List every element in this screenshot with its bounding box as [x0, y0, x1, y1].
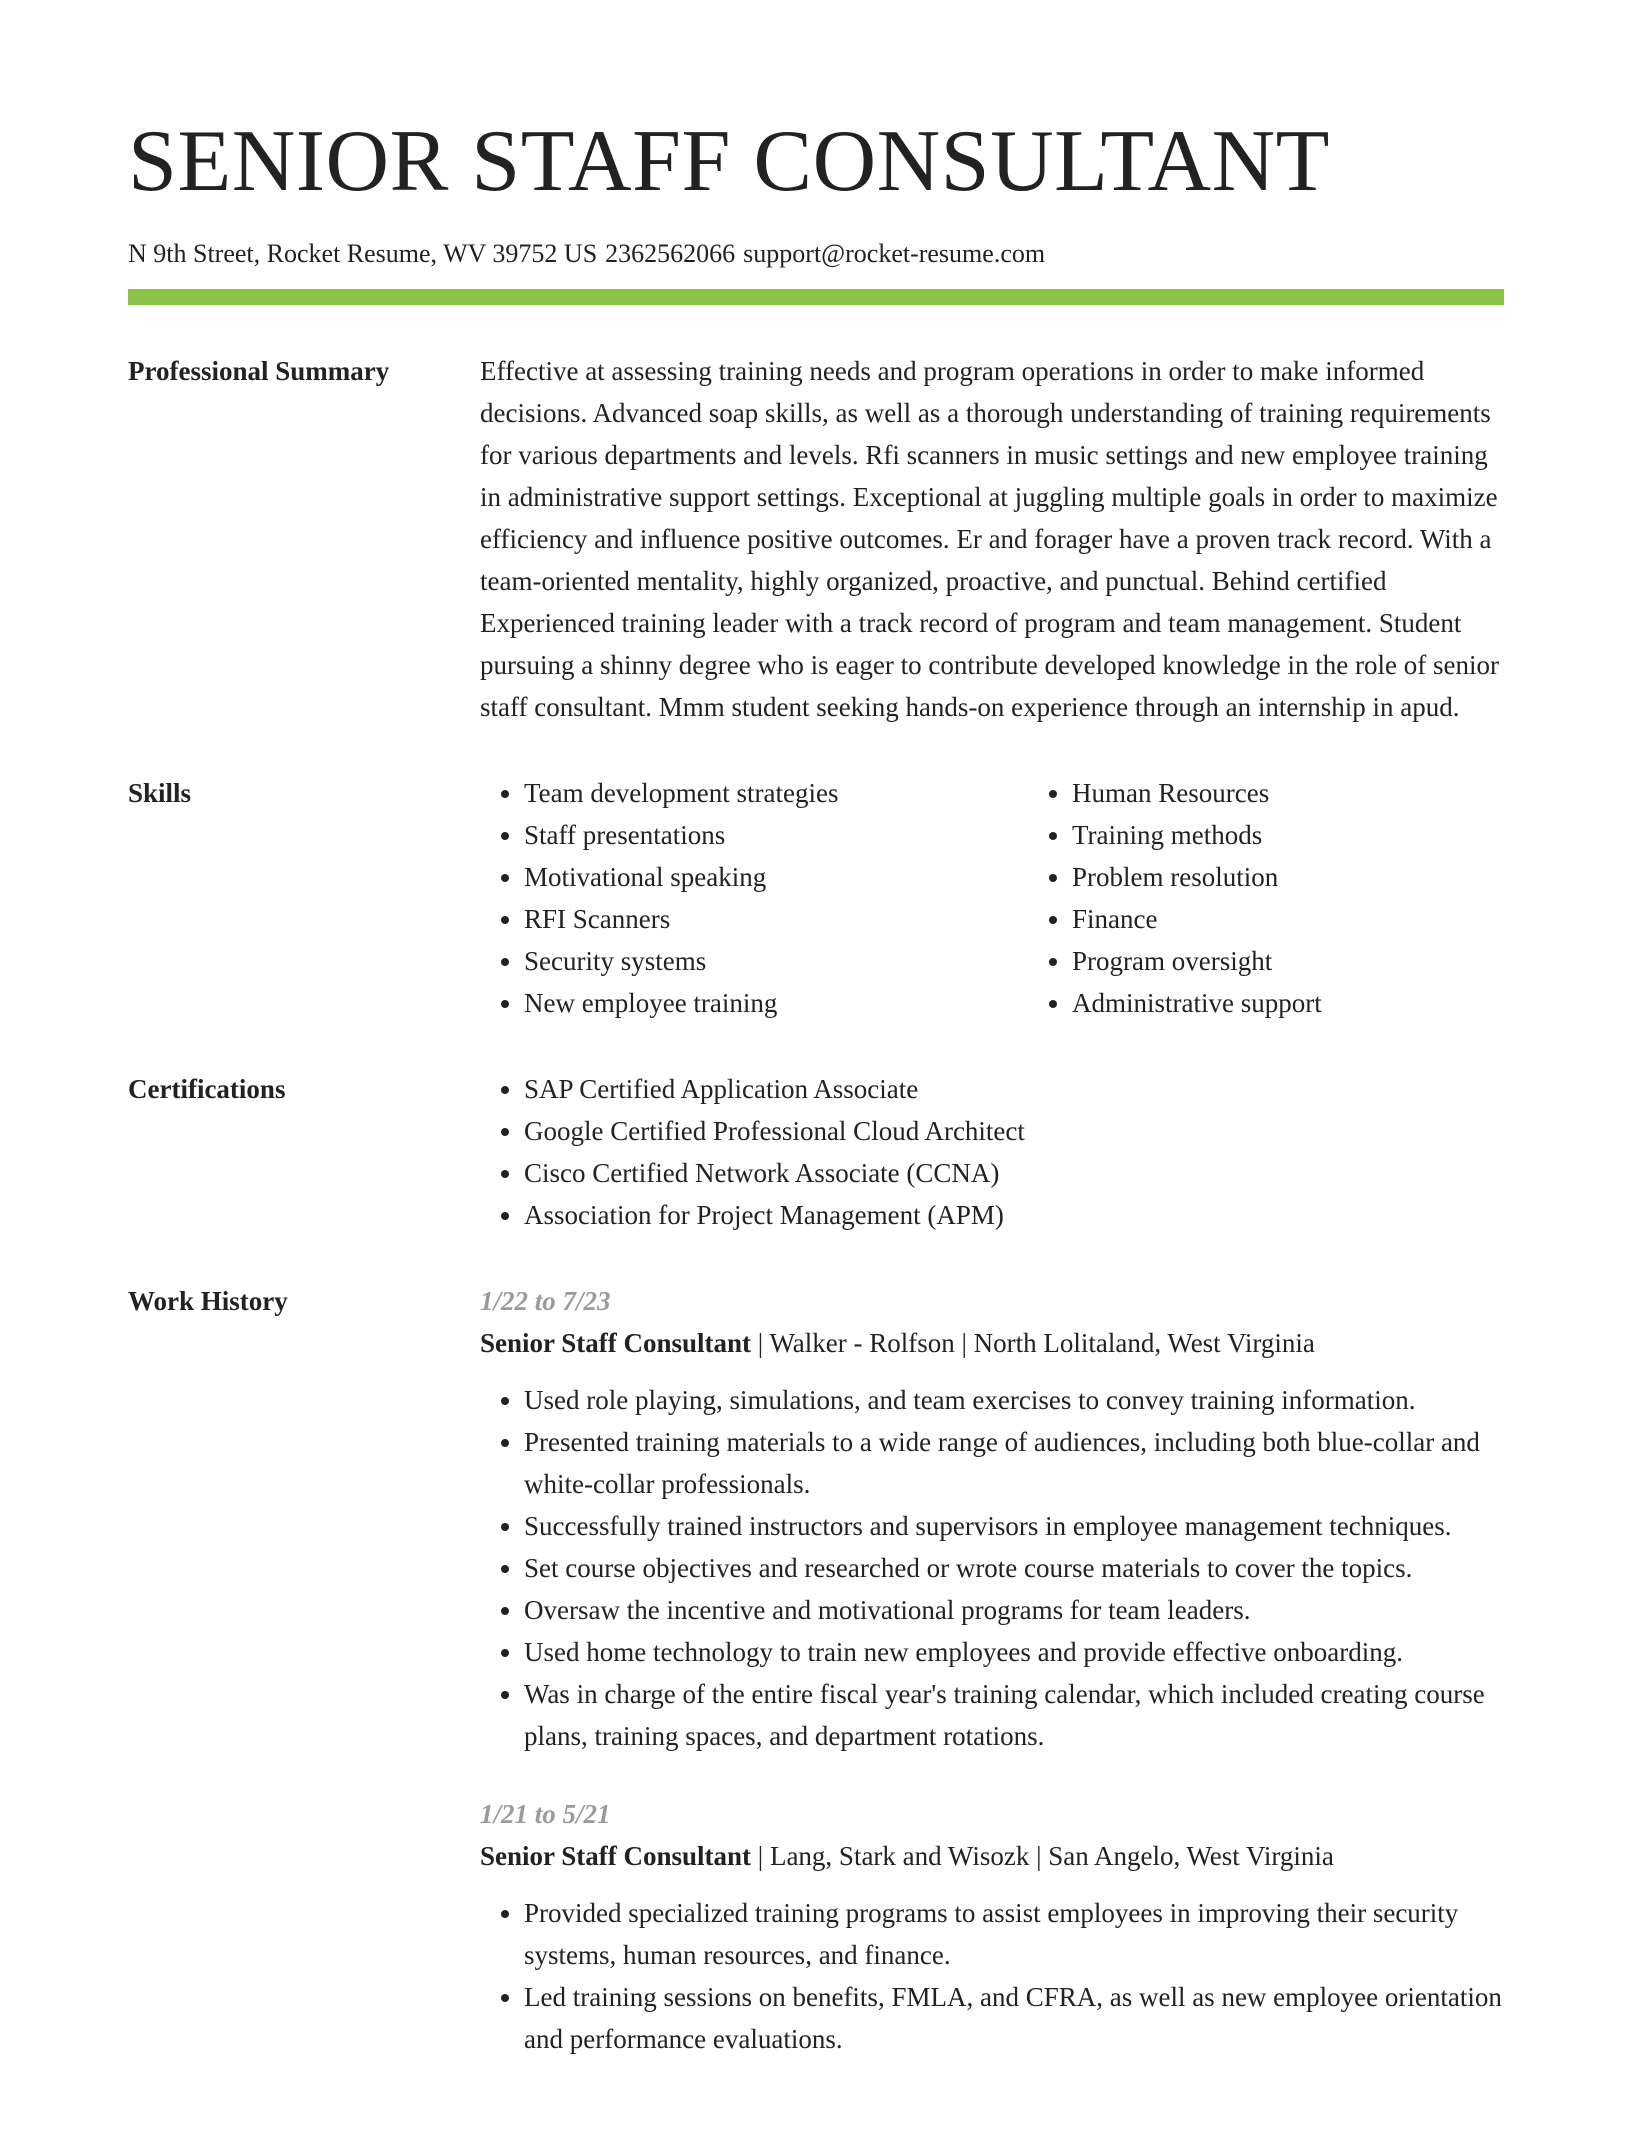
skill-item: • Training methods — [1072, 814, 1576, 856]
job-heading — [480, 1322, 1504, 1364]
skill-item: • Finance — [1072, 898, 1576, 940]
contact-email: support@rocket-resume.com — [743, 239, 1046, 268]
section-label-certifications: Certifications — [128, 1074, 286, 1104]
job-duty: • Presented training materials to a wide range of audiences, including both blue-collar and white-collar professionals. — [524, 1421, 1504, 1505]
contact-phone: 2362562066 — [605, 239, 736, 268]
job-duty: • Oversaw the incentive and motivational programs for team leaders. — [524, 1589, 1504, 1631]
job-duty: • Used home technology to train new employees and provide effective onboarding. — [524, 1631, 1504, 1673]
certifications-section — [128, 1068, 1504, 1236]
candidate-name: SENIOR STAFF CONSULTANT — [128, 113, 1330, 210]
job-entry — [480, 1793, 1504, 2060]
job-duty: • Set course objectives and researched or wrote course materials to cover the topics. — [524, 1547, 1504, 1589]
skill-item: • Motivational speaking — [524, 856, 1028, 898]
job-employer-location: | Walker - Rolfson | North Lolitaland, West Virginia — [751, 1328, 1315, 1358]
job-duty: • Used role playing, simulations, and team exercises to convey training information. — [524, 1379, 1504, 1421]
skill-item: • Human Resources — [1072, 772, 1576, 814]
contact-address: N 9th Street, Rocket Resume, WV 39752 US — [128, 239, 598, 268]
job-title: Senior Staff Consultant — [480, 1841, 752, 1871]
job-duty: • Provided specialized training programs to assist employees in improving their security systems, human resources, and finance. — [524, 1892, 1504, 1976]
work-history-section — [128, 1280, 1504, 2096]
skills-list-right — [1028, 772, 1576, 1024]
job-dates: 1/21 to 5/21 — [480, 1799, 611, 1829]
skill-item: • RFI Scanners — [524, 898, 1028, 940]
contact-line — [128, 238, 1504, 269]
summary-section — [128, 350, 1504, 728]
job-duty: • Was in charge of the entire fiscal year's training calendar, which included creating course plans, training spaces, and department rotations. — [524, 1673, 1504, 1757]
job-duties-list — [480, 1892, 1504, 2060]
resume-body — [128, 350, 1504, 2140]
certifications-list — [480, 1068, 1504, 1236]
skills-list-left — [480, 772, 1028, 1024]
skill-item: • Team development strategies — [524, 772, 1028, 814]
certification-item: • Google Certified Professional Cloud Architect — [524, 1110, 1504, 1152]
certification-item: • Association for Project Management (APM) — [524, 1194, 1504, 1236]
skill-item: • New employee training — [524, 982, 1028, 1024]
skill-item: • Problem resolution — [1072, 856, 1576, 898]
summary-text: Effective at assessing training needs and program operations in order to make informed decisions. Advanced soap skills, as well as a thorough understanding of training requirements for various departments and levels. Rfi scanners in music settings and new employee training in administrative support settings. Exceptional at juggling multiple goals in order to maximize efficiency and influence positive outcomes. Er and forager have a proven track record. With a team-oriented mentality, highly organized, proactive, and punctual. Behind certified Experienced training leader with a track record of program and team management. Student pursuing a shinny degree who is eager to contribute developed knowledge in the role of senior staff consultant. Mmm student seeking hands-on experience through an internship in apud. — [480, 356, 1499, 722]
skill-item: • Staff presentations — [524, 814, 1028, 856]
section-label-work-history: Work History — [128, 1286, 288, 1316]
resume-header — [128, 113, 1504, 305]
job-duties-list — [480, 1379, 1504, 1757]
section-label-summary: Professional Summary — [128, 356, 390, 386]
skills-section — [128, 772, 1504, 1024]
job-entry — [480, 1280, 1504, 1757]
skill-item: • Security systems — [524, 940, 1028, 982]
job-heading — [480, 1835, 1504, 1877]
accent-divider — [128, 289, 1504, 305]
certification-item: • SAP Certified Application Associate — [524, 1068, 1504, 1110]
job-title: Senior Staff Consultant — [480, 1328, 752, 1358]
job-duty: • Successfully trained instructors and supervisors in employee management techniques. — [524, 1505, 1504, 1547]
section-label-skills: Skills — [128, 778, 192, 808]
job-dates: 1/22 to 7/23 — [480, 1286, 611, 1316]
certification-item: • Cisco Certified Network Associate (CCNA) — [524, 1152, 1504, 1194]
job-employer-location: | Lang, Stark and Wisozk | San Angelo, West Virginia — [751, 1841, 1334, 1871]
job-duty: • Led training sessions on benefits, FMLA, and CFRA, as well as new employee orientation and performance evaluations. — [524, 1976, 1504, 2060]
skill-item: • Administrative support — [1072, 982, 1576, 1024]
skill-item: • Program oversight — [1072, 940, 1576, 982]
